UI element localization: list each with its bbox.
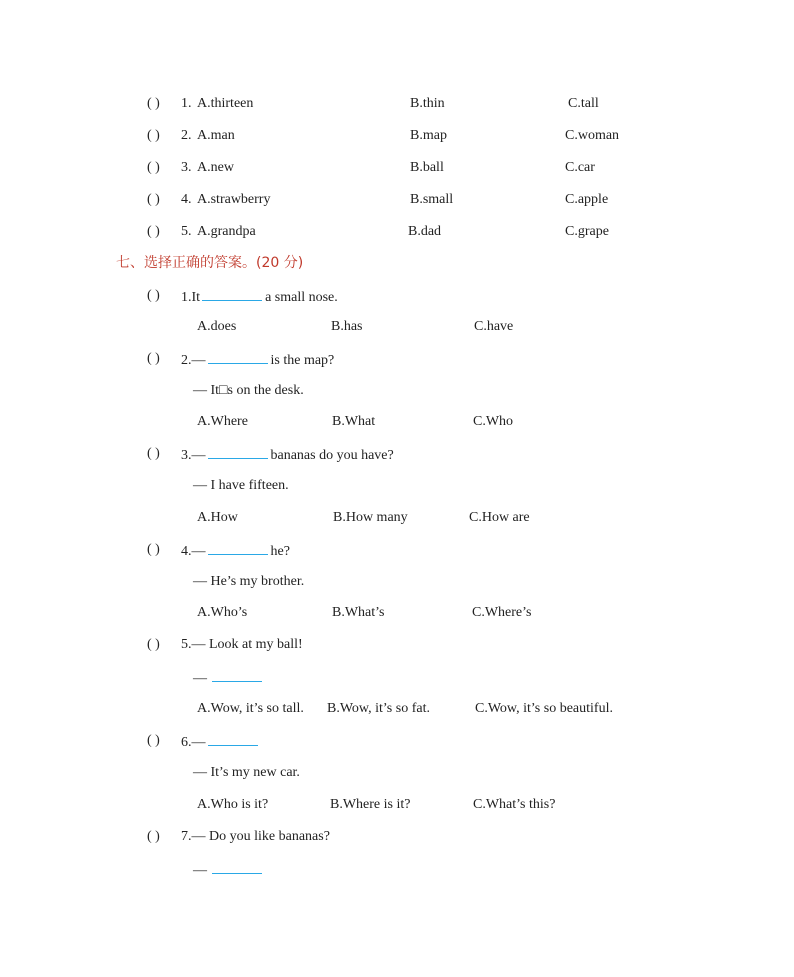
option-b: B.small — [410, 192, 454, 207]
question-text: he? — [270, 544, 290, 559]
question-number: 3.— — [181, 448, 206, 463]
answer-parens[interactable]: ( ) — [147, 351, 160, 366]
option-a: A.Where — [197, 414, 248, 429]
question-stem — [181, 287, 338, 307]
option-b: B.Where is it? — [330, 797, 411, 812]
option-b: B.map — [410, 128, 447, 143]
option-c: C.Who — [473, 414, 514, 429]
question-text: 7.— Do you like bananas? — [181, 829, 330, 844]
item-number: 3. — [181, 160, 192, 175]
option-b: B.thin — [410, 96, 445, 111]
answer-parens[interactable]: ( ) — [147, 637, 160, 652]
answer-line: — He’s my brother. — [193, 574, 305, 589]
item-number: 5. — [181, 224, 192, 239]
option-b: B.What — [332, 414, 376, 429]
option-c: C.apple — [565, 192, 609, 207]
answer-parens[interactable]: ( ) — [147, 542, 160, 557]
option-b: B.How many — [333, 510, 408, 525]
option-b: B.Wow, it’s so fat. — [327, 701, 430, 716]
question-text: 5.— Look at my ball! — [181, 637, 303, 652]
question-number: 1.It — [181, 290, 201, 305]
option-a: A.new — [197, 160, 234, 175]
answer-line: — It□s on the desk. — [193, 383, 304, 398]
option-a: A.man — [197, 128, 235, 143]
answer-parens[interactable]: ( ) — [147, 96, 160, 111]
answer-parens[interactable]: ( ) — [147, 192, 160, 207]
answer-line: — I have fifteen. — [193, 478, 289, 493]
answer-line — [193, 860, 265, 880]
section-title: 七、选择正确的答案。(20 分) — [116, 255, 304, 271]
question-stem — [181, 350, 334, 370]
option-a: A.thirteen — [197, 96, 254, 111]
question-number: 4.— — [181, 544, 206, 559]
option-a: A.does — [197, 319, 237, 334]
answer-parens[interactable]: ( ) — [147, 446, 160, 461]
question-text: a small nose. — [265, 290, 338, 305]
answer-blank[interactable] — [208, 732, 258, 746]
option-b: B.has — [331, 319, 363, 334]
question-text: is the map? — [270, 353, 335, 368]
question-number: 2.— — [181, 353, 206, 368]
answer-blank[interactable] — [208, 445, 268, 459]
answer-parens[interactable]: ( ) — [147, 288, 160, 303]
answer-blank[interactable] — [208, 350, 268, 364]
answer-line: — It’s my new car. — [193, 765, 300, 780]
answer-blank[interactable] — [208, 541, 268, 555]
question-stem — [181, 445, 394, 465]
option-a: A.Who is it? — [197, 797, 269, 812]
dash: — — [193, 671, 207, 686]
answer-line — [193, 668, 265, 688]
option-c: C.grape — [565, 224, 609, 239]
question-text: bananas do you have? — [270, 448, 394, 463]
question-number: 6.— — [181, 735, 206, 750]
answer-parens[interactable]: ( ) — [147, 160, 160, 175]
option-a: A.How — [197, 510, 238, 525]
option-c: C.woman — [565, 128, 620, 143]
option-a: A.grandpa — [197, 224, 256, 239]
option-c: C.What’s this? — [473, 797, 556, 812]
answer-blank[interactable] — [202, 287, 262, 301]
option-c: C.Where’s — [472, 605, 532, 620]
answer-blank[interactable] — [212, 860, 262, 874]
answer-parens[interactable]: ( ) — [147, 224, 160, 239]
option-c: C.have — [474, 319, 514, 334]
question-stem — [181, 541, 290, 561]
option-c: C.car — [565, 160, 595, 175]
item-number: 2. — [181, 128, 192, 143]
option-a: A.Wow, it’s so tall. — [197, 701, 304, 716]
answer-parens[interactable]: ( ) — [147, 733, 160, 748]
option-a: A.strawberry — [197, 192, 271, 207]
item-number: 4. — [181, 192, 192, 207]
option-a: A.Who’s — [197, 605, 248, 620]
answer-parens[interactable]: ( ) — [147, 829, 160, 844]
option-b: B.dad — [408, 224, 442, 239]
option-c: C.tall — [568, 96, 599, 111]
answer-blank[interactable] — [212, 668, 262, 682]
answer-parens[interactable]: ( ) — [147, 128, 160, 143]
option-b: B.ball — [410, 160, 444, 175]
option-c: C.How are — [469, 510, 530, 525]
question-stem — [181, 732, 261, 752]
option-b: B.What’s — [332, 605, 385, 620]
item-number: 1. — [181, 96, 192, 111]
dash: — — [193, 863, 207, 878]
option-c: C.Wow, it’s so beautiful. — [475, 701, 613, 716]
